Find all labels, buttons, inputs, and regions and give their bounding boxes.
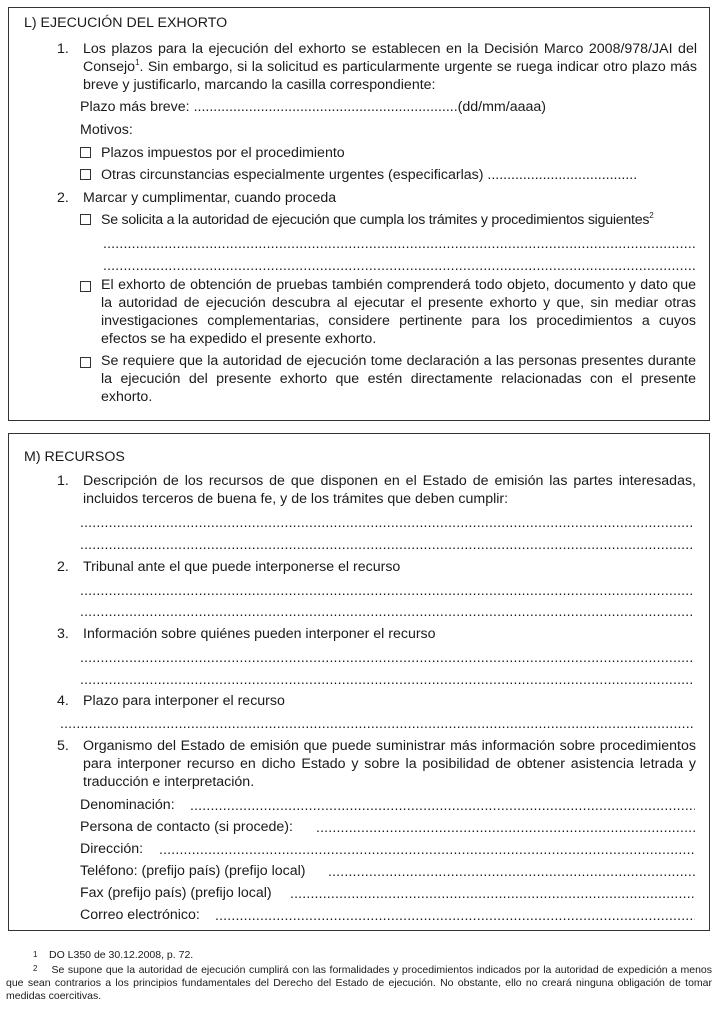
option-otras-circunstancias-label: Otras circunstancias especialmente urgentes (especificarlas) [101, 167, 488, 183]
m-item2-number: 2. [57, 559, 69, 575]
direccion-field[interactable] [159, 841, 695, 858]
persona-contacto-field[interactable] [316, 819, 695, 836]
tramites-line-2[interactable] [103, 257, 695, 274]
footnote-1-number: 1 [33, 950, 38, 959]
checkbox-tomar-declaracion[interactable] [80, 357, 91, 368]
m-item1-number: 1. [57, 473, 69, 489]
m-item3-number: 3. [57, 626, 69, 642]
direccion-label: Dirección: [80, 841, 144, 857]
l-item2-option1[interactable] [80, 212, 653, 229]
option-tomar-declaracion-label: Se requiere que la autoridad de ejecución tome declaración a las personas presentes durante la ejecución del presente exhorto que estén directamente relacionadas con el presente exhorto. [101, 353, 696, 405]
telefono-label: Teléfono: (prefijo país) (prefijo local) [80, 863, 306, 879]
l-item1-text [83, 40, 697, 94]
footnote-2 [6, 962, 712, 1003]
denominacion-field[interactable] [190, 797, 695, 814]
fax-field[interactable] [290, 885, 695, 902]
m-item2-text: Tribunal ante el que puede interponerse el recurso [83, 559, 401, 575]
footnote-ref-1: 1 [135, 58, 140, 67]
quienes-line-2[interactable] [80, 671, 694, 688]
footnote-2-text: Se supone que la autoridad de ejecución cumplirá con las formalidades y procedimientos indicados por la autoridad de expedición a menos que sean contrarios a los principios fundamentales del Derecho del Estado de ejecución. No obstante, ello no creará ninguna obligación de tomar medidas coercitivas. [6, 964, 713, 1002]
otras-circunstancias-dots: ...................................... [487, 167, 638, 183]
persona-contacto-label: Persona de contacto (si procede): [80, 819, 293, 835]
motivos-label: Motivos: [80, 122, 133, 138]
telefono-field[interactable] [328, 863, 695, 880]
checkbox-otras-circunstancias[interactable] [80, 169, 91, 180]
correo-field[interactable] [215, 907, 695, 924]
tribunal-line-2[interactable] [80, 603, 694, 620]
l-item1-number: 1. [57, 41, 69, 57]
checkbox-tramites-procedimientos[interactable] [80, 214, 91, 225]
recursos-description-line-1[interactable] [80, 514, 694, 531]
section-m-heading: M) RECURSOS [24, 449, 125, 465]
correo-label: Correo electrónico: [80, 907, 200, 923]
plazo-label: Plazo más breve: [80, 99, 194, 115]
m-item1-text: Descripción de los recursos de que disponen en el Estado de emisión las partes interesadas, incluidos terceros de buena fe, y de los trámites que deben cumplir: [83, 473, 696, 507]
footnote-2-number: 2 [33, 964, 38, 973]
checkbox-plazos-impuestos[interactable] [80, 147, 91, 158]
tramites-line-1[interactable] [103, 235, 695, 252]
l-item1-option1[interactable] [80, 145, 345, 162]
m-item5-text: Organismo del Estado de emisión que puede suministrar más información sobre procedimientos para interponer recurso en dicho Estado y sobre la posibilidad de obtener asistencia letrada y traducción e interpretación. [83, 738, 696, 790]
plazo-format: (dd/mm/aaaa) [457, 99, 546, 115]
recursos-description-line-2[interactable] [80, 536, 694, 553]
checkbox-obtencion-pruebas[interactable] [80, 281, 91, 292]
footnote-ref-2: 2 [649, 211, 654, 220]
section-l-heading: L) EJECUCIÓN DEL EXHORTO [24, 15, 228, 31]
m-item4-number: 4. [57, 693, 69, 709]
option-tramites-label: Se solicita a la autoridad de ejecución que cumpla los trámites y procedimientos siguientes [101, 212, 650, 228]
l-item2-number: 2. [57, 190, 69, 206]
quienes-line-1[interactable] [80, 649, 694, 666]
plazo-mas-breve-field[interactable] [80, 99, 546, 116]
m-item4-text: Plazo para interponer el recurso [83, 693, 285, 709]
plazo-recurso-line[interactable] [60, 715, 694, 732]
l-item1-text-b: . Sin embargo, si la solicitud es particularmente urgente se ruega indicar otro plazo más breve y justificarlo, marcando la casilla correspondiente: [83, 59, 697, 93]
option-plazos-impuestos-label: Plazos impuestos por el procedimiento [101, 145, 345, 161]
option-obtencion-pruebas-label: El exhorto de obtención de pruebas también comprenderá todo objeto, documento y dato que la autoridad de ejecución descubra al ejecutar el presente exhorto y que, sin mediar otras investigaciones complementarias, considere pertinente para los procedimientos a cuyos efectos se ha expedido el presente exhorto. [101, 277, 696, 347]
m-item5-number: 5. [57, 738, 69, 754]
denominacion-label: Denominación: [80, 797, 175, 813]
l-item1-option2[interactable] [80, 167, 637, 184]
footnote-1-text: DO L350 de 30.12.2008, p. 72. [49, 949, 194, 961]
plazo-dots: ................................................................... [193, 99, 458, 115]
l-item2-text: Marcar y cumplimentar, cuando proceda [83, 190, 337, 206]
fax-label: Fax (prefijo país) (prefijo local) [80, 885, 272, 901]
l-item1-text-a: Los plazos para la ejecución del exhorto se establecen en la Decisión Marco 2008/978/JAI del Consejo [83, 41, 697, 75]
m-item3-text: Información sobre quiénes pueden interponer el recurso [83, 626, 436, 642]
tribunal-line-1[interactable] [80, 582, 694, 599]
